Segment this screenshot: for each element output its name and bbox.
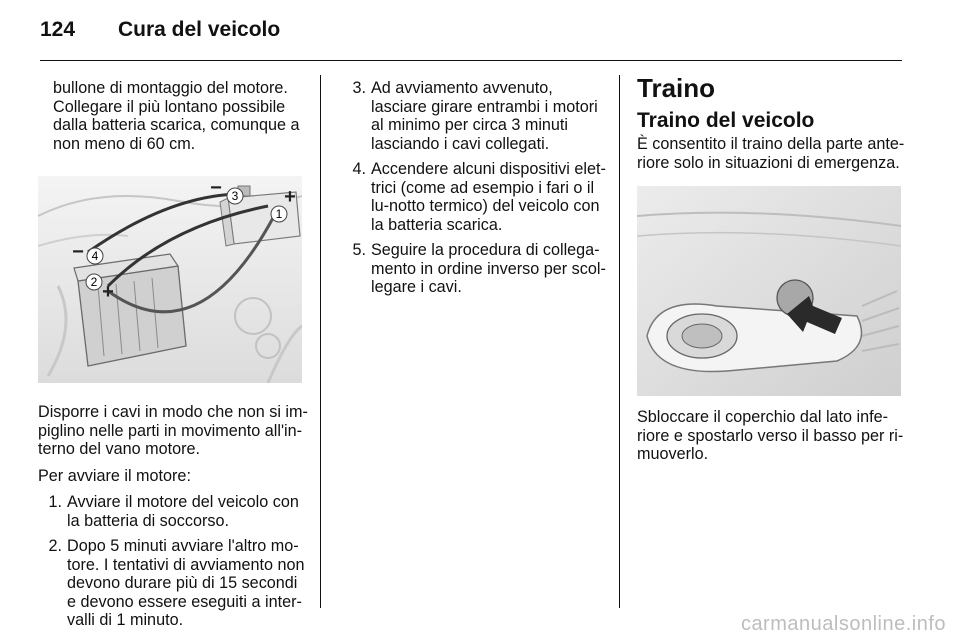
step-text: Accendere alcuni dispositivi elet-trici (come ad esempio i fari o il lu-notto termico) del veicolo con la batteria scarica. xyxy=(371,160,606,234)
steps-list xyxy=(38,493,308,630)
continued-paragraph: bullone di montaggio del motore. Collegare il più lontano possibile dalla batteria scarica, comunque a non meno di 60 cm. xyxy=(53,79,300,153)
tow-eye-cover-illustration xyxy=(637,186,901,396)
page-title: Cura del veicolo xyxy=(118,18,281,41)
column-left xyxy=(38,79,308,637)
callout-1: 1 xyxy=(275,207,283,221)
section-heading: Traino xyxy=(637,73,716,103)
towing-intro: È consentito il traino della parte ante-riore solo in situazioni di emergenza. xyxy=(637,135,905,172)
list-item xyxy=(38,537,308,630)
step-number: 5. xyxy=(352,241,366,259)
plus-sign: + xyxy=(284,186,296,208)
list-item xyxy=(342,241,612,297)
step-text: Seguire la procedura di collega-mento in ordine inverso per scol-legare i cavi. xyxy=(371,241,606,296)
figure-caption: Sbloccare il coperchio dal lato infe-riore e spostarlo verso il basso per ri-muoverlo. xyxy=(637,408,904,463)
minus-sign: − xyxy=(210,177,222,199)
page-number: 124 xyxy=(40,18,76,41)
subsection-heading: Traino del veicolo xyxy=(637,109,815,132)
discharged-battery xyxy=(74,254,186,366)
plus-sign: + xyxy=(102,281,114,303)
column-divider xyxy=(619,75,620,608)
list-item xyxy=(342,79,612,153)
column-middle xyxy=(342,79,612,304)
step-number: 1. xyxy=(48,493,62,511)
column-right xyxy=(637,73,907,464)
cable-routing-paragraph: Disporre i cavi in modo che non si im-piglino nelle parti in movimento all'in-terno del vano motore. xyxy=(38,403,308,458)
step-number: 3. xyxy=(352,79,366,97)
step-text: Ad avviamento avvenuto, lasciare girare entrambi i motori al minimo per circa 3 minuti lasciando i cavi collegati. xyxy=(371,79,598,153)
callout-2: 2 xyxy=(90,275,98,289)
watermark: carmanualsonline.info xyxy=(740,613,946,635)
callout-3: 3 xyxy=(231,189,239,203)
step-number: 4. xyxy=(352,160,366,178)
start-engine-intro: Per avviare il motore: xyxy=(38,466,191,485)
callout-4: 4 xyxy=(91,249,99,263)
step-text: Dopo 5 minuti avviare l'altro mo-tore. I tentativi di avviamento non devono durare più di 15 secondi e devono essere eseguiti a inter-valli di 1 minuto. xyxy=(67,537,305,629)
steps-list xyxy=(342,79,612,297)
jump-start-illustration xyxy=(38,176,302,383)
column-divider xyxy=(320,75,321,608)
minus-sign: − xyxy=(72,241,84,263)
list-item xyxy=(342,160,612,234)
step-number: 2. xyxy=(48,537,62,555)
step-text: Avviare il motore del veicolo con la batteria di soccorso. xyxy=(67,493,299,530)
header-rule xyxy=(40,60,902,61)
list-item xyxy=(38,493,308,530)
